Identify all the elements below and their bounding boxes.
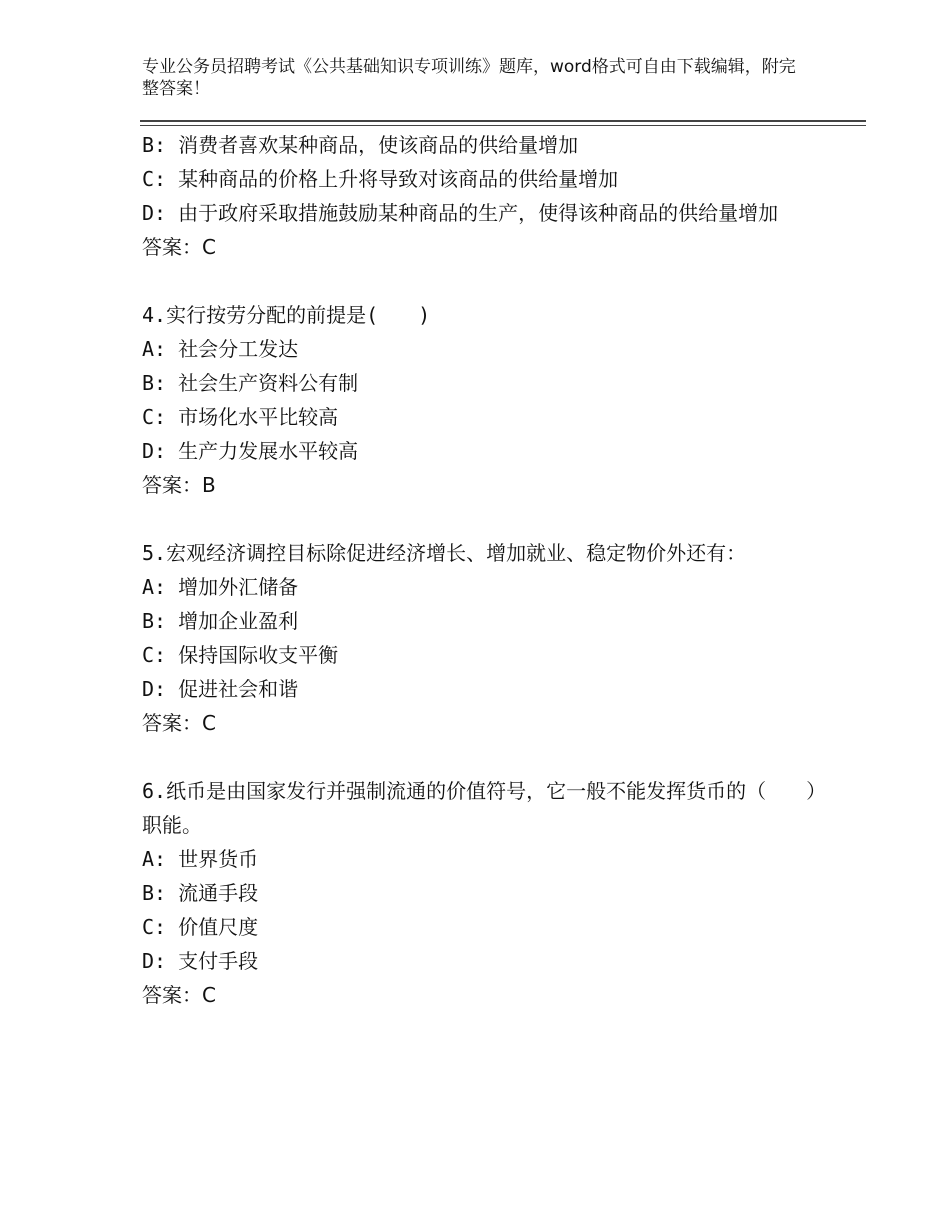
spacer: [142, 264, 832, 298]
q5-option-b: B: 增加企业盈利: [142, 609, 299, 633]
option-b: B: 消费者喜欢某种商品，使该商品的供给量增加: [142, 133, 579, 157]
q6-answer: 答案：C: [142, 983, 216, 1007]
q5-answer: 答案：C: [142, 711, 216, 735]
q4-option-a: A: 社会分工发达: [142, 337, 299, 361]
q5-option-d: D: 促进社会和谐: [142, 677, 299, 701]
option-d: D: 由于政府采取措施鼓励某种商品的生产，使得该种商品的供给量增加: [142, 201, 779, 225]
q5-option-c: C: 保持国际收支平衡: [142, 643, 339, 667]
spacer: [142, 740, 832, 774]
spacer: [142, 502, 832, 536]
answer-label: 答案：C: [142, 235, 216, 259]
q5-option-a: A: 增加外汇储备: [142, 575, 299, 599]
q4-option-d: D: 生产力发展水平较高: [142, 439, 359, 463]
question-6: 6.纸币是由国家发行并强制流通的价值符号，它一般不能发挥货币的（ ）职能。: [142, 779, 827, 837]
question-content: [142, 128, 832, 1012]
q6-option-d: D: 支付手段: [142, 949, 259, 973]
q4-option-b: B: 社会生产资料公有制: [142, 371, 359, 395]
q6-option-c: C: 价值尺度: [142, 915, 259, 939]
header-rule-thin: [140, 125, 866, 126]
q6-option-b: B: 流通手段: [142, 881, 259, 905]
header-rule-thick: [140, 120, 866, 122]
question-5: 5.宏观经济调控目标除促进经济增长、增加就业、稳定物价外还有：: [142, 541, 747, 565]
document-header: 专业公务员招聘考试《公共基础知识专项训练》题库，word格式可自由下载编辑，附完整答案！: [142, 57, 796, 99]
q6-option-a: A: 世界货币: [142, 847, 259, 871]
option-c: C: 某种商品的价格上升将导致对该商品的供给量增加: [142, 167, 619, 191]
q4-answer: 答案：B: [142, 473, 216, 497]
q4-option-c: C: 市场化水平比较高: [142, 405, 339, 429]
question-4: 4.实行按劳分配的前提是( ): [142, 303, 431, 327]
